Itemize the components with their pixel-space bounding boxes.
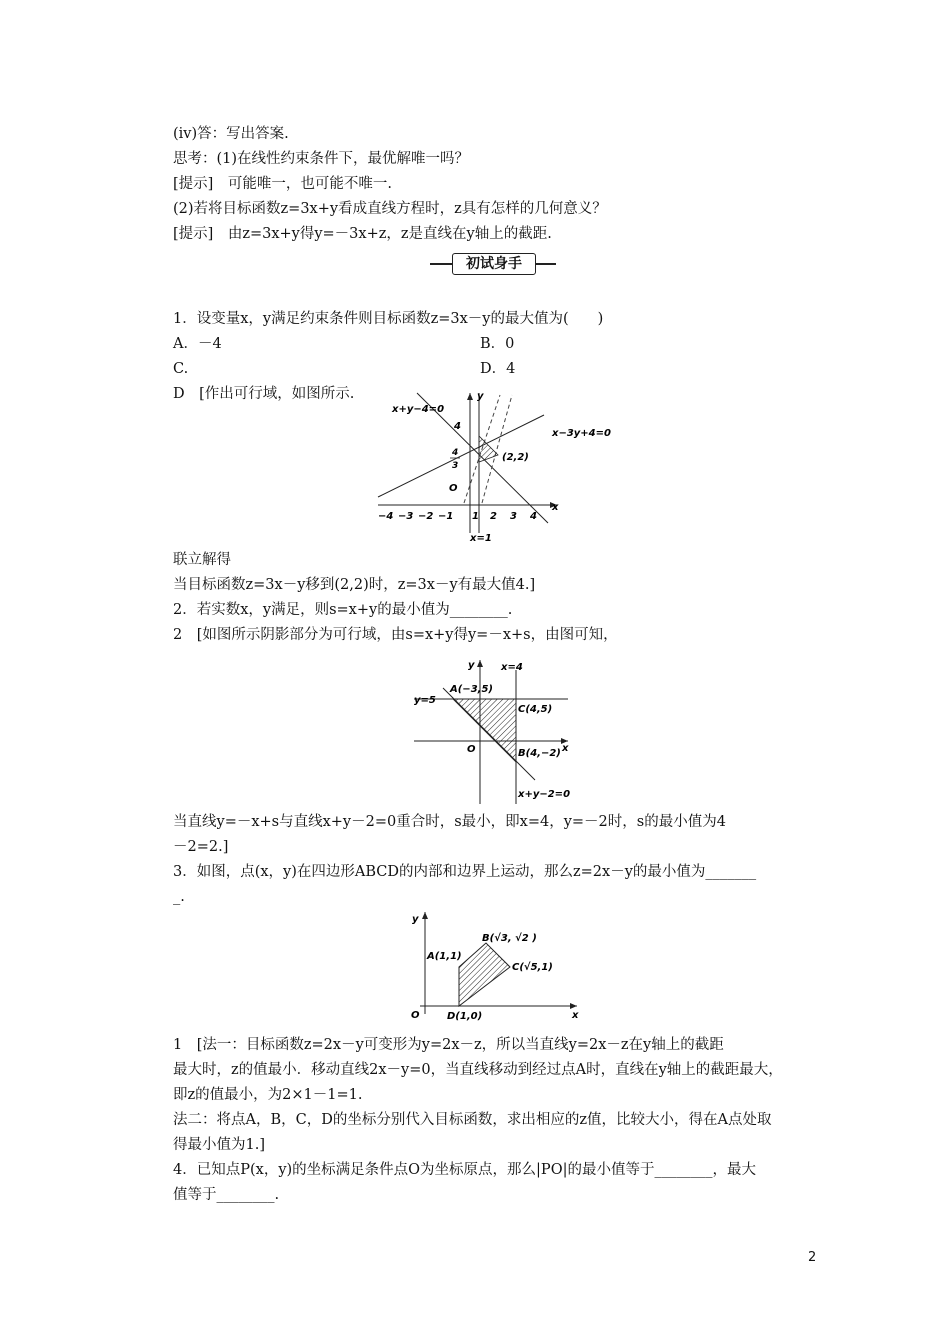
label-origin: O — [449, 483, 458, 494]
label-point-a: A(1,1) — [427, 951, 462, 962]
figure-3 — [402, 906, 587, 1022]
x-tick-label: −1 — [438, 511, 454, 522]
solution-3: 1 [法一：目标函数z=2x－y可变形为y=2x－z，所以当直线y=2x－z在y轴上的截距 — [173, 1037, 724, 1053]
option-d: D．4 — [480, 361, 516, 377]
label-origin: O — [467, 744, 476, 755]
text-line: 思考：(1)在线性约束条件下，最优解唯一吗？ — [173, 151, 470, 167]
tick-y-4: 4 — [454, 421, 461, 432]
tick-frac-den: 3 — [452, 461, 459, 471]
solution-2: 2 [如图所示阴影部分为可行域，由s=x+y得y=－x+s，由图可知， — [173, 627, 618, 643]
x-tick-label: 3 — [510, 511, 517, 522]
x-tick-label: −2 — [418, 511, 434, 522]
label-point-a: A(−3,5) — [450, 684, 493, 695]
x-tick-label: −4 — [378, 511, 394, 522]
label-point-d: D(1,0) — [447, 1011, 483, 1022]
label-point-c: C(4,5) — [518, 704, 553, 715]
question-3: 3．如图，点(x，y)在四边形ABCD的内部和边界上运动，那么z=2x－y的最小值为_______ — [173, 864, 757, 880]
figure-1 — [372, 385, 622, 545]
option-c: C. — [173, 361, 189, 377]
solution-2-line-3: －2=2.] — [173, 839, 229, 855]
label-x-4: x=4 — [501, 662, 523, 673]
label-x-1: x=1 — [470, 533, 492, 544]
solution-3-line-4: 法二：将点A，B，C，D的坐标分别代入目标函数，求出相应的z值，比较大小，得在A点处取 — [173, 1112, 772, 1128]
label-y: y — [468, 660, 475, 671]
solution-1-line-2: 联立解得 — [173, 552, 231, 568]
solution-2-line-2: 当直线y=－x+s与直线x+y－2=0重合时，s最小，即x=4，y=－2时，s的最小值为4 — [173, 814, 726, 830]
x-tick-label: 1 — [472, 511, 479, 522]
label-y: y — [477, 391, 484, 402]
x-tick-label: −3 — [398, 511, 414, 522]
question-2: 2．若实数x，y满足，则s=x+y的最小值为________. — [173, 602, 513, 618]
label-line-x-3y-4: x−3y+4=0 — [552, 428, 611, 439]
solution-3-line-5: 得最小值为1.] — [173, 1137, 265, 1153]
section-header — [430, 253, 556, 275]
text-line: [提示] 由z=3x+y得y=－3x+z，z是直线在y轴上的截距. — [173, 226, 552, 242]
label-x: x — [562, 743, 569, 754]
label-line-x-y-4: x+y−4=0 — [392, 404, 445, 415]
figure-2 — [410, 656, 585, 806]
solution-1-line-3: 当目标函数z=3x－y移到(2,2)时，z=3x－y有最大值4.] — [173, 577, 536, 593]
text-line: (2)若将目标函数z=3x+y看成直线方程时，z具有怎样的几何意义？ — [173, 201, 607, 217]
label-point-c: C(√5,1) — [512, 962, 553, 973]
label-y-5: y=5 — [414, 695, 436, 706]
text-line: [提示] 可能唯一，也可能不唯一. — [173, 176, 392, 192]
quadrilateral-abcd — [459, 943, 510, 1006]
option-a: A．－4 — [173, 336, 222, 352]
label-origin: O — [411, 1010, 420, 1021]
question-3-line-2: _. — [173, 889, 185, 905]
label-x: x — [552, 502, 559, 513]
feasible-region — [453, 699, 516, 762]
x-tick-label: 4 — [530, 511, 537, 522]
label-line: x+y−2=0 — [518, 789, 571, 800]
option-b: B．0 — [480, 336, 515, 352]
text-line: (iv)答：写出答案. — [173, 126, 289, 142]
solution-3-line-3: 即z的值最小，为2×1－1=1. — [173, 1087, 363, 1103]
feasible-region — [479, 436, 498, 462]
label-point-b: B(√3, √2 ) — [482, 933, 537, 944]
label-point: (2,2) — [502, 452, 529, 463]
solution-3-line-2: 最大时，z的值最小．移动直线2x－y=0，当直线移动到经过点A时，直线在y轴上的截距最大， — [173, 1062, 783, 1078]
question-4: 4．已知点P(x，y)的坐标满足条件点O为坐标原点，那么|PO|的最小值等于________，最大 — [173, 1162, 756, 1178]
question-1: 1．设变量x，y满足约束条件则目标函数z=3x－y的最大值为( ) — [173, 311, 604, 327]
label-point-b: B(4,−2) — [518, 748, 561, 759]
label-y: y — [412, 914, 419, 925]
x-tick-label: 2 — [490, 511, 497, 522]
label-x: x — [572, 1010, 579, 1021]
question-4-line-2: 值等于________. — [173, 1187, 280, 1203]
section-title: 初试身手 — [452, 253, 536, 275]
tick-frac-num: 4 — [452, 448, 459, 458]
page-number: 2 — [808, 1250, 817, 1265]
solution-1: D [作出可行域，如图所示. — [173, 386, 355, 402]
